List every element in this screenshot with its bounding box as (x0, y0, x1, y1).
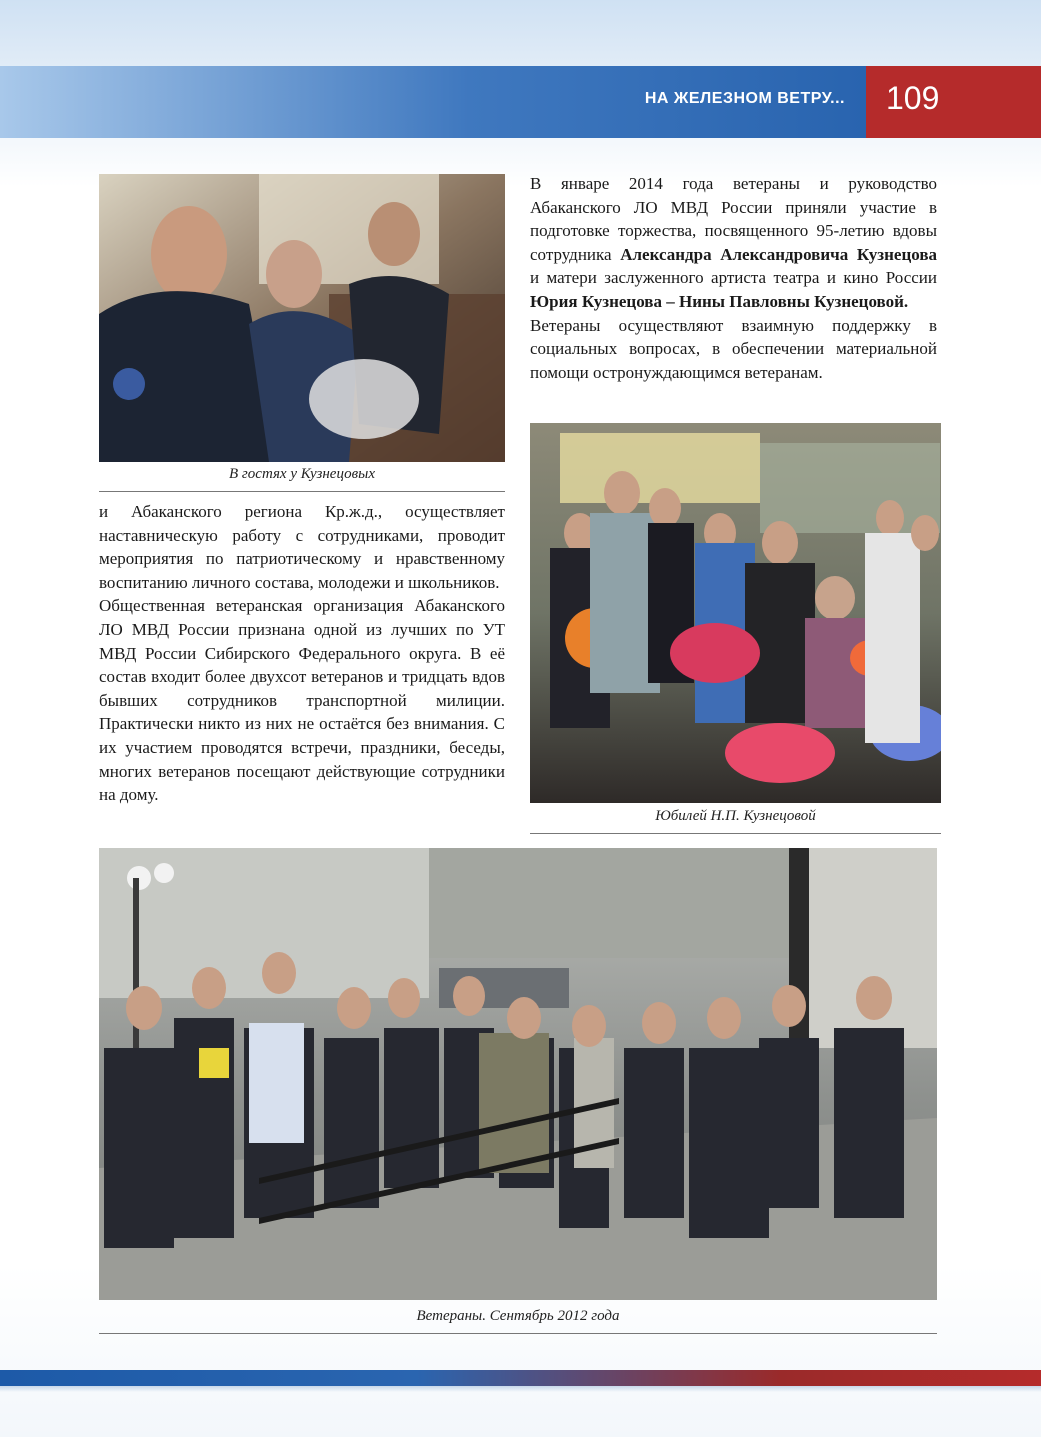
page-number: 109 (886, 80, 940, 116)
photo-visit-kuznetsovs (99, 174, 505, 462)
footer-shadow (0, 1386, 1041, 1392)
footer-band (0, 1370, 1041, 1386)
caption-rule (99, 491, 505, 492)
caption-rule (530, 833, 941, 834)
photo-caption-veterans: Ветераны. Сентябрь 2012 года (416, 1308, 620, 1324)
right-column-text (530, 172, 937, 384)
section-title: НА ЖЕЛЕЗНОМ ВЕТРУ... (644, 90, 845, 107)
photo-caption-jubilee: Юбилей Н.П. Кузнецовой (655, 808, 816, 824)
left-column-text (99, 500, 505, 807)
paragraph: Общественная ветеранская организация Абаканского ЛО МВД России признана одной из лучших по УТ МВД России Сибирского Федерального округа. В её состав входит более двухсот ветеранов и тридцать вдов бывших сотрудников транспортной милиции. Практически никто из них не остаётся без внимания. С их участием проводятся встречи, праздники, беседы, многих ветеранов посещают действующие сотрудники на дому. (99, 596, 505, 805)
paragraph: В январе 2014 года ветераны и руководство Абаканского ЛО МВД России приняли участие в подготовке торжества, посвященного 95-летию вдовы сотрудника Александра Александровича Кузнецова и матери заслуженного артиста театра и кино России Юрия Кузнецова – Нины Павловны Кузнецовой. (530, 174, 938, 311)
caption-rule (99, 1333, 937, 1334)
paragraph: и Абаканского региона Кр.ж.д., осуществляет наставническую работу с сотрудниками, проводит мероприятия по патриотическому и нравственному воспитанию личного состава, молодежи и школьников. (99, 502, 505, 592)
photo-jubilee (530, 423, 941, 803)
photo-veterans-group (99, 848, 937, 1300)
photo-caption-visit: В гостях у Кузнецовых (229, 466, 375, 482)
paragraph: Ветераны осуществляют взаимную поддержку в социальных вопросах, в обеспечении материальной помощи остронуждающимся ветеранам. (530, 315, 937, 382)
